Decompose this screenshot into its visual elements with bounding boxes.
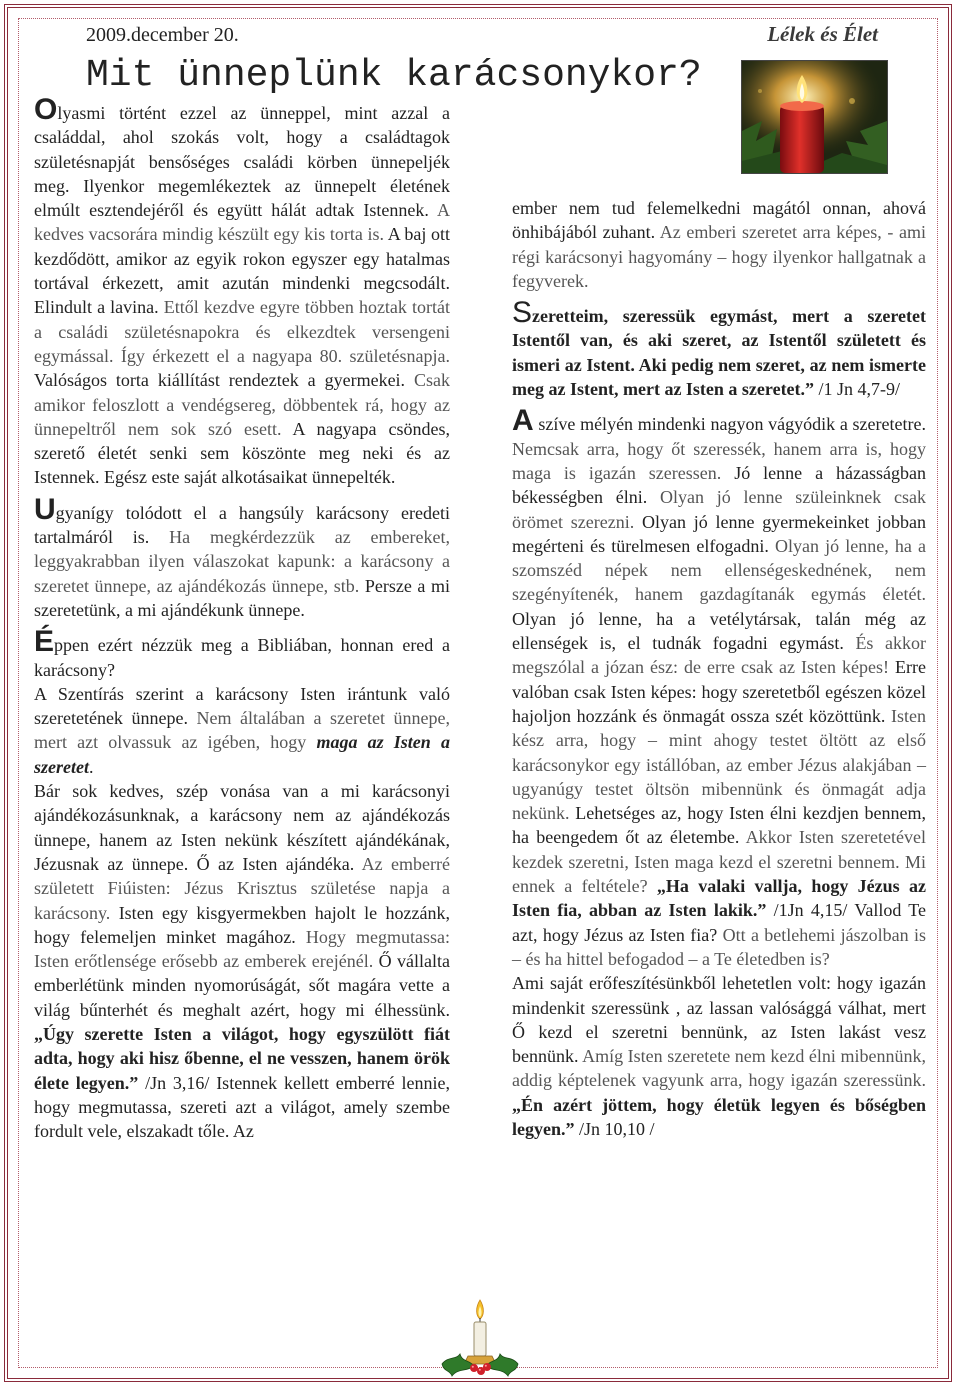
advent-candle-photo [741, 60, 888, 174]
text-run: Olyan jó lenne szüleinknek csak örömet szerezni. [512, 487, 926, 532]
text-run: Isten egy kisgyermekben hajolt le hozzánk, hogy felemeljen minket magához. [34, 902, 450, 947]
text-run: Nem általában a szeretet ünnepe, mert azt olvassuk az igében, hogy [34, 708, 450, 753]
drop-cap: S [512, 296, 533, 330]
paragraph-4 [34, 682, 450, 779]
text-run: Az emberi szeretet arra képes, - ami régi karácsonyi hagyomány – hogy ilyenkor hallgatnak a fegyverek. [512, 222, 927, 291]
text-run: ppen ezért nézzük meg a Bibliában, honnan ered a karácsony? [34, 635, 450, 680]
paragraph-5 [34, 779, 450, 1143]
text-run: Olyan jó lenne gyermekeinket jobban megérteni és türelmesen elfogadni. [512, 511, 926, 556]
text-run: Amíg Isten szeretete nem kezd élni mibennünk, addig képtelenek vagyunk arra, hogy igazán szeressünk. [512, 1046, 927, 1091]
text-run: Ettől kezdve egyre többen hoztak tortát a családi születésnapokra és elkezdtek versengeni egymással. Így érkezett el a nagyapa 80. születésnapja. [34, 297, 450, 366]
paragraph-1 [34, 93, 451, 490]
paragraph-8 [512, 404, 927, 971]
drop-cap: O [34, 93, 58, 126]
text-run: /1Jn 4,15/ Vallod Te azt, hogy Jézus az Isten fia? [512, 900, 926, 945]
paragraph-7 [512, 296, 926, 401]
text-run: Ő vállalta emberlétünk minden nyomorúságát, sőt magára vette a világ bűnterhét és meghalt azért, hogy mi élhessünk. [34, 951, 450, 1020]
text-run: Erre valóban csak Isten képes: hogy szeretetből egészen közel hajoljon hozzánk és önmagát ossza szét közöttünk. [512, 657, 926, 726]
text-run: Olyan jó lenne, ha a szomszéd népek nem ellenségeskednének, nem szegényítenék, hanem gazdagítanák egymás életét. [512, 535, 927, 605]
text-run: Ha megkérdezzük az embereket, leggyakrabban ilyen válaszokat kapunk: a karácsony a szeretet ünnepe, az ajándékozás ünnepe, stb. [34, 527, 450, 596]
paragraph-2 [34, 492, 450, 622]
text-run: Akkor Isten szeretetével kezdek szeretni, Isten maga kezd el szeretni bennem. Mi ennek a feltétele? [512, 827, 926, 897]
text-run: /1 Jn 4,7-9/ [814, 379, 901, 400]
text-run: Nemcsak arra, hogy őt szeressék, hanem arra is, hogy maga is igazán szeressen. [512, 438, 926, 483]
paragraph-3 [34, 625, 450, 682]
text-run: Az emberré született Fiúisten: Jézus Krisztus születése napja a karácsony. [34, 853, 450, 923]
text-run: lyasmi történt ezzel az ünneppel, mint azzal a családdal, ahol szokás volt, hogy a családtagok születésnapját bensőséges családi körben ünnepeljék meg. Ilyenkor megemlékeztek az ünnepelt életének elmúlt esztendejéről és együtt hálát adtak Istennek. [34, 103, 450, 221]
drop-cap: A [512, 404, 534, 438]
text-run: Isten kész arra, hogy – mint ahogy testet öltött az első karácsonykor egy istállóban, az ember Jézus alakjában – ugyanúgy testet öltsön mibennünk és önmagát adja nekünk. [512, 705, 926, 824]
bible-quote: zeretteim, szeressük egymást, mert a szeretet Istentől van, és aki szeret, az Istentől született és ismeri az Istent. Aki pedig nem szeret, az nem ismerte meg az Istent, mert az Isten a szeretet.” [512, 306, 926, 400]
text-run: /Jn 3,16/ Istennek kellett emberré lennie, hogy megmutassa, szereti azt a világot, amely szembe fordult vele, elszakadt tőle. Az [34, 1072, 451, 1142]
text-run: Jó lenne a házasságban békességben élni. [512, 462, 926, 508]
left-column [34, 93, 451, 1143]
text-run: ember nem tud felemelkedni magától onnan, ahová önhibájából zuhant. [512, 198, 926, 243]
drop-cap: U [34, 492, 56, 526]
text-run: maga az Isten a szeretet [34, 732, 450, 777]
text-run: gyanígy tolódott el a hangsúly karácsony eredeti tartalmáról is. [34, 502, 450, 548]
right-column [512, 196, 926, 1141]
text-run: Lehetséges az, hogy Isten élni kezdjen bennem, ha beengedem őt az életembe. [512, 803, 926, 848]
text-run: Hogy megmutassa: Isten erőtlensége erősebb az emberek erejénél. [34, 926, 451, 972]
text-run: És akkor megszólal a józan ész: de erre csak az Isten képes! [512, 633, 927, 678]
text-run: Ami saját erőfeszítésünkből lehetetlen volt: hogy igazán mindenkit szeressünk , az lassan valósággá válhat, mert Ő kezd el szeretni bennünk, az Isten lakást vesz bennünk. [512, 973, 926, 1067]
candle-holly-icon [434, 1298, 526, 1380]
text-run: Bár sok kedves, szép vonása van a mi karácsonyi ajándékozásunknak, a karácsony nem az ajándékozás ünnepe, hanem az Isten nekünk készített ajándékának, Jézusnak az ünnepe. Ő az Isten ajándéka. [34, 781, 450, 874]
text-run: Csak amikor feloszlott a vendégsereg, döbbentek rá, hogy az ünnepeltről nem sok szó esett. [34, 370, 450, 439]
text-run: A Szentírás szerint a karácsony Isten irántunk való szeretetének ünnepe. [34, 683, 450, 729]
text-run: Ott a betlehemi jászolban is – és ha hittel befogadod – a Te életedben is? [512, 924, 926, 969]
text-run: szíve mélyén mindenki nagyon vágyódik a szeretetre. [533, 414, 926, 435]
text-run: A kedves vacsorára mindig készült egy kis torta is. [34, 200, 450, 245]
paragraph-6 [512, 196, 926, 293]
drop-cap: É [34, 625, 55, 659]
bible-quote: „Én azért jöttem, hogy életük legyen és bőségben legyen.” [512, 1094, 926, 1139]
text-run: . [88, 756, 94, 777]
paragraph-9 [512, 971, 926, 1141]
text-run: A nagyapa csöndes, szerető életét senki sem köszönte meg neki és az Istennek. Egész este saját alkotásaikat ünnepelték. [34, 418, 450, 488]
candle-illustration [742, 61, 887, 173]
text-run: Persze a mi szeretetünk, a mi ajándékunk ünnepe. [34, 575, 450, 620]
issue-date: 2009.december 20. [86, 24, 239, 46]
christmas-ornament [434, 1298, 526, 1380]
text-run: /Jn 10,10 / [574, 1118, 655, 1139]
bible-quote: „Úgy szerette Isten a világot, hogy egyszülött fiát adta, hogy aki hisz őbenne, el ne vesszen, hanem örök élete legyen.” [34, 1023, 450, 1093]
text-run: A baj ott kezdődött, amikor az egyik rokon egyszer egy hatalmas tortával érkezett, amit azután mindenki megcsodált. Elindult a lavina. [34, 224, 451, 318]
article-title: Mit ünneplünk karácsonykor? [86, 54, 702, 97]
text-run: Valóságos torta kiállítást rendeztek a gyermekei. [34, 370, 414, 391]
text-run: Olyan jó lenne, ha a vetélytársak, talán még az ellenségek is, el tudnák fogadni egymást. [512, 608, 926, 654]
magazine-name: Lélek és Élet [767, 22, 878, 46]
bible-quote: „Ha valaki vallja, hogy Jézus az Isten fia, abban az Isten lakik.” [512, 876, 926, 921]
